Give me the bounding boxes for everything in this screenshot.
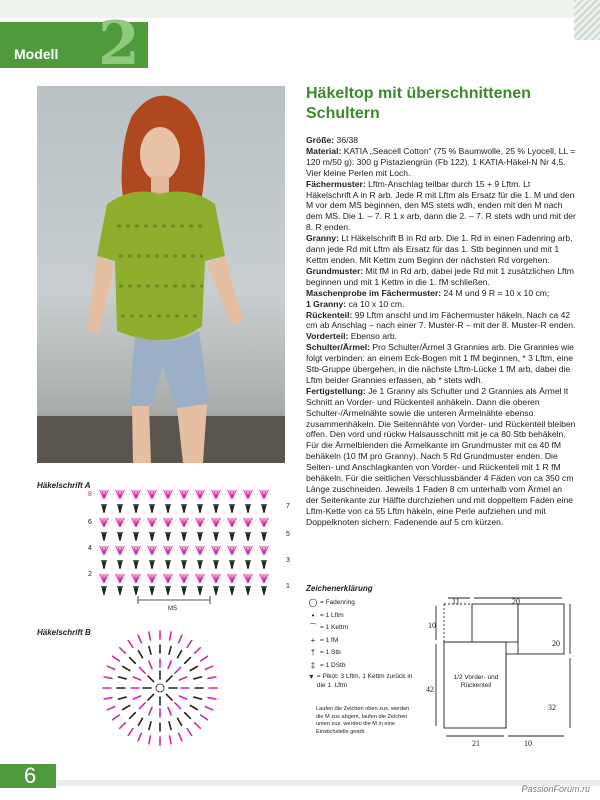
stitch-symbol xyxy=(187,641,191,648)
stitch-symbol xyxy=(179,733,182,740)
model-label: Modell xyxy=(14,46,59,62)
model-number: 2 xyxy=(98,9,140,79)
stitch-symbol xyxy=(123,667,130,671)
dimension-label: 10 xyxy=(524,739,532,748)
stitch-symbol xyxy=(166,676,172,682)
instruction-label: Rückenteil: xyxy=(306,309,353,320)
stitch-symbol xyxy=(179,677,186,680)
stitch-symbol xyxy=(139,667,145,673)
legend-text: = 1 Lftm xyxy=(320,611,344,619)
part-label: 1/2 Vorder- und Rückenteil xyxy=(453,674,499,689)
symbol-legend xyxy=(306,597,416,690)
legend-text: = 1 Stb xyxy=(320,649,341,656)
stitch-symbol xyxy=(148,694,154,700)
stitch-symbol xyxy=(185,658,191,664)
stitch-symbol xyxy=(194,697,202,699)
stitch-symbol xyxy=(187,729,191,736)
repeat-label: MS xyxy=(168,606,177,612)
stitch-symbol xyxy=(190,706,197,710)
chart-b-label: Häkelschrift B xyxy=(37,628,91,637)
row-number: 3 xyxy=(286,557,290,564)
stitch-symbol xyxy=(168,661,171,668)
treble-crochet-symbol: ‡ xyxy=(310,660,316,670)
crochet-chart-b xyxy=(96,624,224,757)
legend-item xyxy=(306,647,416,660)
instruction-text: 24 M und 9 R = 10 x 10 cm; xyxy=(441,287,550,298)
stitch-symbol xyxy=(201,715,208,719)
stitch-symbol xyxy=(123,706,130,710)
legend-item xyxy=(306,660,416,673)
instruction-text: 36/38 xyxy=(334,135,359,145)
legend-text: = Fadenring xyxy=(320,599,355,606)
instruction-label: Schulter/Ärmel: xyxy=(306,342,370,353)
instruction-text: KATIA „Seacell Cotton“ (75 % Baumwolle, 25 % Lyocell, LL = 120 m/50 g): 300 g Pistaziengrün (Fb 122). 1 KATIA-Häkel-N Nr 4,5. Vier kleine Perlen mit Loch. xyxy=(306,145,576,178)
legend-note: Laufen die Zeichen oben zus, werden die M zus abgem, laufen die Zeichen unten zus, werden die M in eine Einstichstelle gearb. xyxy=(316,706,410,735)
dimension-label: 32 xyxy=(548,703,556,712)
instruction-text: Ebenso arb. xyxy=(348,331,398,342)
stitch-symbol xyxy=(195,648,201,654)
legend-item xyxy=(306,622,416,635)
stitch-symbol xyxy=(178,651,182,658)
stitch-symbol xyxy=(208,677,216,679)
legend-text: = 1 fM xyxy=(320,636,339,644)
stitch-symbol xyxy=(149,632,151,640)
stitch-symbol xyxy=(149,661,152,668)
chain-symbol: • xyxy=(311,610,315,620)
row-number: 6 xyxy=(88,519,92,526)
instruction-text: Mit fM in Rd arb, dabei jede Rd mit 1 zusätzlichen Lftm beginnen und mit 1 Kettm in die 1. fM schließen. xyxy=(306,265,574,287)
instruction-text: 99 Lftm anschl und im Fächermuster häkeln. Nach ca 42 cm ab Anschlag – nach einer 7. Muster-R – mit der 8. Muster-R enden. xyxy=(306,309,576,331)
double-crochet-symbol: † xyxy=(310,648,316,657)
stitch-symbol xyxy=(149,736,151,744)
stitch-symbol xyxy=(195,723,201,729)
model-photo xyxy=(37,86,285,463)
legend-item xyxy=(306,610,416,623)
magic-ring-symbol xyxy=(156,684,164,692)
dimension-label: 21 xyxy=(472,739,480,748)
corner-stripe-decoration xyxy=(574,0,600,40)
dimension-label: 20 xyxy=(512,597,520,606)
instruction-label: Maschenprobe im Fächermuster: xyxy=(306,287,442,298)
chart-a-label: Häkelschrift A xyxy=(37,481,91,490)
dimension-label: 20 xyxy=(552,639,560,648)
crochet-chart-a xyxy=(86,480,296,617)
dimension-label: 11 xyxy=(452,597,460,606)
stitch-symbol xyxy=(104,698,112,700)
instruction-text: ca 10 x 10 cm. xyxy=(346,298,405,309)
pattern-title: Häkeltop mit überschnittenen Schultern xyxy=(306,85,531,122)
row-number: 5 xyxy=(286,531,290,538)
legend-item xyxy=(306,672,416,690)
stitch-symbol xyxy=(149,707,152,714)
legend-text: = 1 DStb xyxy=(320,661,346,669)
row-number: 7 xyxy=(286,503,290,510)
instruction-label: Fertigstellung: xyxy=(306,385,366,396)
stitch-symbol xyxy=(149,722,151,730)
instruction-text: Lftm-Anschlag teilbar durch 15 + 9 Lftm. Lt Häkelschrift A in R arb. Jede R mit Lftm als Ersatz für die 1. M und den M vor dem MS beginnen, den MS stets wdh, enden mit den M nach dem MS. Die 1. – 7. R 1 x arb, dann die 2. – 7. R stets wdh und mit der 8. R enden. xyxy=(306,178,576,233)
legend-text: = 1 Kettm xyxy=(320,624,348,631)
bottom-strip xyxy=(56,780,600,786)
stitch-symbol xyxy=(194,677,202,679)
instruction-text: Pro Schulter/Ärmel 3 Grannies arb. Die Grannies wie folgt verbinden: an einem Eck-Bogen mit 1 fM beginnen, * 3 Lftm, eine Stb-Gruppe übergehen, in die nächste Lftm-Lücke 1 fM arb, dabei die Lftm beider Grannies erfassen, ab * stets wdh. xyxy=(306,342,574,385)
instruction-label: Material: xyxy=(306,145,342,156)
stitch-symbol xyxy=(118,677,126,679)
stitch-symbol xyxy=(185,713,191,719)
stitch-symbol xyxy=(205,707,212,710)
instruction-label: 1 Granny: xyxy=(306,298,347,309)
stitch-symbol xyxy=(130,658,136,664)
page-number: 6 xyxy=(24,763,37,788)
stitch-symbol xyxy=(113,656,120,660)
legend-item xyxy=(306,597,416,610)
stitch-symbol xyxy=(175,703,181,709)
stitch-symbol xyxy=(128,729,132,736)
stitch-symbol xyxy=(168,707,171,714)
stitch-symbol xyxy=(170,736,172,744)
stitch-symbol xyxy=(208,698,216,700)
legend-title: Zeichenerklärung xyxy=(306,584,373,593)
stitch-symbol xyxy=(148,676,154,682)
row-number: 4 xyxy=(88,545,92,552)
stitch-symbol xyxy=(120,648,126,654)
stitch-symbol xyxy=(169,646,171,654)
stitch-symbol xyxy=(138,733,141,740)
slip-stitch-symbol: ⌒ xyxy=(309,623,317,632)
stitch-symbol xyxy=(170,632,172,640)
stitch-symbol xyxy=(166,694,172,700)
row-number: 2 xyxy=(88,571,92,578)
dimension-label: 42 xyxy=(426,685,434,694)
ring-symbol: ◯ xyxy=(308,598,318,607)
stitch-symbol xyxy=(107,707,114,710)
stitch-symbol xyxy=(139,718,143,725)
instruction-text: Je 1 Granny als Schulter und 2 Grannies als Ärmel lt Schnitt an Vorder- und Rückenteil anhäkeln. Dann die oberen Schulter-/Ärmelnähte sowie die unteren Ärmelnähte ebenso zusammenhäkeln. Die Seitennähte von Vorder- und Rückenteil bleiben offen. Den vord und rückw Halsausschnitt mit je ca 80 Stb behäkeln. Für die Ärmelblenden die Ärmelkante im Grundmuster mit ca 40 fM behäkeln (10 fM pro Granny). Nach 5 Rd Grundmuster enden. Die Seiten- und Anschlagkanten von Vorder- und Rückenteil mit 1 R fM behäkeln. Für die seitlichen Verschlussbänder 4 Fäden von ca 350 cm Länge zuschneiden. Jeweils 1 Faden 8 cm unterhalb vom Ärmel an der Seitenkante zur Hälfte durchziehen und mit doppeltem Faden eine Lftm-Kette von ca 55 Lftm häkeln, eine Perle aufziehen und mit Doppelknoten sichern. Fadenende auf 5 cm kürzen. xyxy=(306,385,576,527)
single-crochet-symbol: + xyxy=(310,635,316,645)
stitch-symbol xyxy=(138,635,141,642)
stitch-symbol xyxy=(149,646,151,654)
instructions-text xyxy=(306,135,576,528)
stitch-symbol xyxy=(139,703,145,709)
legend-item xyxy=(306,635,416,648)
stitch-symbol xyxy=(190,667,197,671)
stitch-symbol xyxy=(175,667,181,673)
stitch-symbol xyxy=(128,641,132,648)
stitch-symbol xyxy=(139,651,143,658)
legend-text: = Pikot: 3 Lftm, 1 Kettm zurück in die 1. Lftm xyxy=(316,673,413,689)
stitch-symbol xyxy=(169,722,171,730)
instruction-label: Größe: xyxy=(306,135,335,145)
stitch-symbol xyxy=(179,696,186,699)
instruction-text: Lt Häkelschrift B in Rd arb. Die 1. Rd in einen Fadenring arb, dann jede Rd mit Lftm als Ersatz für das 1. Stb beginnen und mit 1 Kettm enden. Mit Kettm zum Beginn der nächsten Rd vorgehen. xyxy=(306,233,573,265)
stitch-symbol xyxy=(113,715,120,719)
stitch-symbol xyxy=(107,666,114,669)
stitch-symbol xyxy=(133,696,140,699)
stitch-symbol xyxy=(178,718,182,725)
instruction-label: Granny: xyxy=(306,233,339,244)
row-number: 1 xyxy=(286,583,290,590)
stitch-symbol xyxy=(133,677,140,680)
row-number: 8 xyxy=(88,491,92,498)
stitch-symbol xyxy=(104,677,112,679)
garment-schematic xyxy=(424,592,584,757)
stitch-symbol xyxy=(179,635,182,642)
dimension-label: 10 xyxy=(428,621,436,630)
instruction-label: Grundmuster: xyxy=(306,265,364,276)
stitch-symbol xyxy=(130,713,136,719)
stitch-symbol xyxy=(120,723,126,729)
watermark: PassionForum.ru xyxy=(521,784,590,794)
instruction-label: Fächermuster: xyxy=(306,178,366,189)
stitch-symbol xyxy=(201,656,208,660)
stitch-symbol xyxy=(118,697,126,699)
picot-symbol: ▾ xyxy=(309,672,314,681)
instruction-label: Vorderteil: xyxy=(306,331,349,342)
stitch-symbol xyxy=(205,666,212,669)
top-bar xyxy=(0,0,600,18)
